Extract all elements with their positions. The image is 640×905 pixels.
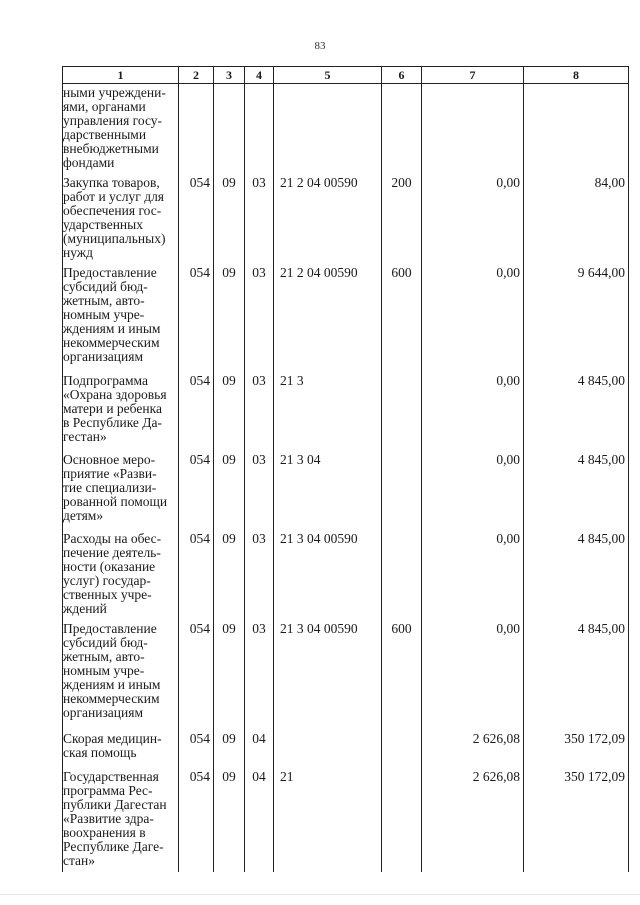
code-section-cell: 09 <box>214 451 245 530</box>
amount-1-cell: 0,00 <box>422 372 524 451</box>
code-section-cell: 09 <box>214 768 245 872</box>
budget-table <box>62 66 629 872</box>
table-row <box>63 174 629 264</box>
expense-type-cell <box>382 372 422 451</box>
code-subsection-cell: 04 <box>245 768 274 872</box>
target-article-cell: 21 3 04 <box>274 451 382 530</box>
table-row <box>63 768 629 872</box>
code-ministry-cell: 054 <box>179 451 214 530</box>
code-section-cell: 09 <box>214 174 245 264</box>
amount-2-cell: 4 845,00 <box>524 372 629 451</box>
expense-type-cell <box>382 84 422 175</box>
page-number: 83 <box>314 40 326 52</box>
amount-2-cell: 4 845,00 <box>524 530 629 620</box>
code-section-cell <box>214 84 245 175</box>
amount-2-cell: 350 172,09 <box>524 768 629 872</box>
code-ministry-cell: 054 <box>179 264 214 372</box>
column-header-7: 7 <box>422 67 524 84</box>
code-subsection-cell: 03 <box>245 372 274 451</box>
column-header-6: 6 <box>382 67 422 84</box>
amount-1-cell: 0,00 <box>422 451 524 530</box>
code-subsection-cell: 03 <box>245 620 274 730</box>
table-header <box>63 67 629 84</box>
code-section-cell: 09 <box>214 264 245 372</box>
code-ministry-cell: 054 <box>179 768 214 872</box>
expense-type-cell <box>382 530 422 620</box>
code-subsection-cell: 04 <box>245 730 274 768</box>
row-name-cell: Скорая медицин- ская помощь <box>63 730 179 768</box>
amount-2-cell: 350 172,09 <box>524 730 629 768</box>
row-name-cell: Подпрограмма «Охрана здоровья матери и ребенка в Республике Да- гестан» <box>63 372 179 451</box>
row-name-cell: Предоставление субсидий бюд- жетным, авто- номным учре- ждениям и иным некоммерческим организациям <box>63 264 179 372</box>
code-subsection-cell: 03 <box>245 530 274 620</box>
expense-type-cell: 200 <box>382 174 422 264</box>
column-header-5: 5 <box>274 67 382 84</box>
amount-1-cell: 0,00 <box>422 264 524 372</box>
table-row <box>63 730 629 768</box>
code-section-cell: 09 <box>214 620 245 730</box>
table-row <box>63 620 629 730</box>
code-ministry-cell: 054 <box>179 530 214 620</box>
code-subsection-cell: 03 <box>245 451 274 530</box>
amount-1-cell: 0,00 <box>422 620 524 730</box>
amount-2-cell: 4 845,00 <box>524 451 629 530</box>
code-ministry-cell: 054 <box>179 372 214 451</box>
amount-1-cell: 0,00 <box>422 174 524 264</box>
amount-2-cell: 9 644,00 <box>524 264 629 372</box>
code-section-cell: 09 <box>214 530 245 620</box>
code-subsection-cell: 03 <box>245 264 274 372</box>
amount-1-cell: 2 626,08 <box>422 730 524 768</box>
table-row <box>63 530 629 620</box>
column-header-4: 4 <box>245 67 274 84</box>
code-subsection-cell: 03 <box>245 174 274 264</box>
row-name-cell: Основное меро- приятие «Разви- тие специализи- рованной помощи детям» <box>63 451 179 530</box>
column-header-3: 3 <box>214 67 245 84</box>
row-name-cell: Государственная программа Рес- публики Дагестан «Развитие здра- воохранения в Республике Даге- стан» <box>63 768 179 872</box>
expense-type-cell <box>382 730 422 768</box>
code-ministry-cell: 054 <box>179 620 214 730</box>
code-ministry-cell: 054 <box>179 174 214 264</box>
expense-type-cell <box>382 451 422 530</box>
code-section-cell: 09 <box>214 372 245 451</box>
table-row <box>63 84 629 175</box>
code-ministry-cell <box>179 84 214 175</box>
target-article-cell: 21 2 04 00590 <box>274 174 382 264</box>
row-name-cell: Предоставление субсидий бюд- жетным, авто- номным учре- ждениям и иным некоммерческим организациям <box>63 620 179 730</box>
table-body <box>63 84 629 873</box>
amount-1-cell: 2 626,08 <box>422 768 524 872</box>
row-name-cell: Расходы на обес- печение деятель- ности (оказание услуг) государ- ственных учре- ждений <box>63 530 179 620</box>
table-row <box>63 264 629 372</box>
table-row <box>63 372 629 451</box>
header-row <box>63 67 629 84</box>
target-article-cell: 21 3 04 00590 <box>274 620 382 730</box>
code-ministry-cell: 054 <box>179 730 214 768</box>
scan-edge <box>0 894 640 905</box>
target-article-cell: 21 3 04 00590 <box>274 530 382 620</box>
target-article-cell: 21 3 <box>274 372 382 451</box>
column-header-1: 1 <box>63 67 179 84</box>
amount-2-cell: 84,00 <box>524 174 629 264</box>
amount-1-cell: 0,00 <box>422 530 524 620</box>
code-subsection-cell <box>245 84 274 175</box>
target-article-cell <box>274 730 382 768</box>
amount-1-cell <box>422 84 524 175</box>
column-header-8: 8 <box>524 67 629 84</box>
amount-2-cell: 4 845,00 <box>524 620 629 730</box>
target-article-cell: 21 2 04 00590 <box>274 264 382 372</box>
table-row <box>63 451 629 530</box>
row-name-cell: ными учреждени- ями, органами управления госу- дарственными внебюджетными фондами <box>63 84 179 175</box>
column-header-2: 2 <box>179 67 214 84</box>
row-name-cell: Закупка товаров, работ и услуг для обеспечения гос- ударственных (муниципальных) нужд <box>63 174 179 264</box>
code-section-cell: 09 <box>214 730 245 768</box>
target-article-cell: 21 <box>274 768 382 872</box>
expense-type-cell: 600 <box>382 264 422 372</box>
target-article-cell <box>274 84 382 175</box>
amount-2-cell <box>524 84 629 175</box>
expense-type-cell <box>382 768 422 872</box>
expense-type-cell: 600 <box>382 620 422 730</box>
